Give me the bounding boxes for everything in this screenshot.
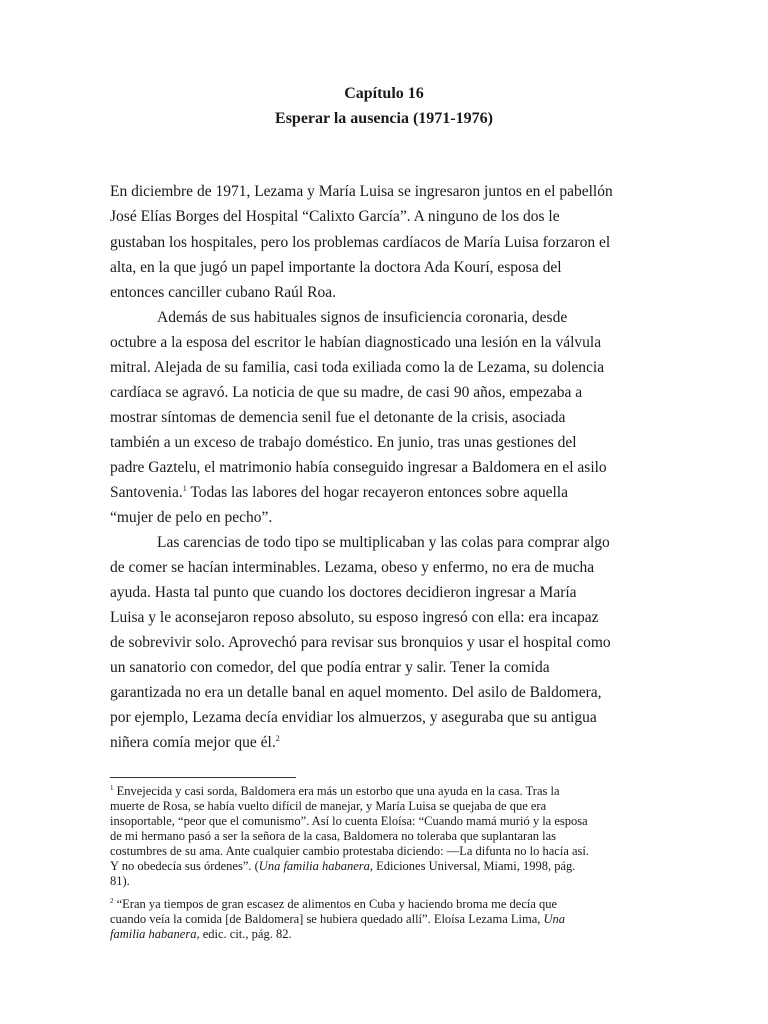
body-line: por ejemplo, Lezama decía envidiar los almuerzos, y aseguraba que su antigua <box>110 709 597 726</box>
footnote-text: “Eran ya tiempos de gran escasez de alimentos en Cuba y haciendo broma me decía que <box>113 897 558 911</box>
footnote-text: Y no obedecía sus órdenes”. ( <box>110 859 259 873</box>
footnote-2-mark: 2 <box>110 896 114 905</box>
body-line <box>110 481 568 505</box>
body-line-text: Todas las labores del hogar recayeron entonces sobre aquella <box>186 484 568 501</box>
body-line: gustaban los hospitales, pero los problemas cardíacos de María Luisa forzaron el <box>110 234 611 251</box>
footnote-text: cuando veía la comida [de Baldomera] se hubiera quedado allí”. Eloísa Lezama Lima, <box>110 912 544 926</box>
body-line: también a un exceso de trabajo doméstico. En junio, tras unas gestiones del <box>110 434 577 451</box>
footnote-divider <box>110 777 296 778</box>
footnote-1-line <box>110 784 560 799</box>
book-title: Una <box>543 912 566 926</box>
footnote-1-line: 81). <box>110 874 130 888</box>
book-title: Una familia habanera <box>258 859 370 873</box>
footnote-text: , Ediciones Universal, Miami, 1998, pág. <box>369 859 576 873</box>
body-line: octubre a la esposa del escritor le habían diagnosticado una lesión en la válvula <box>110 334 602 351</box>
body-line: Luisa y le aconsejaron reposo absoluto, su esposo ingresó con ella: era incapaz <box>110 609 599 626</box>
body-line: “mujer de pelo en pecho”. <box>110 509 273 526</box>
body-line: mostrar síntomas de demencia senil fue el detonante de la crisis, asociada <box>110 409 566 426</box>
footnote-2-line <box>110 897 557 912</box>
body-line-text: niñera comía mejor que él. <box>110 734 276 751</box>
body-line: ayuda. Hasta tal punto que cuando los doctores decidieron ingresar a María <box>110 584 577 601</box>
footnote-1-line: insoportable, “peor que el comunismo”. Así lo cuenta Eloísa: “Cuando mamá murió y la esposa <box>110 814 588 828</box>
chapter-title: Esperar la ausencia (1971-1976) <box>275 110 493 127</box>
footnote-ref-2[interactable]: 2 <box>275 733 280 743</box>
footnote-text: Envejecida y casi sorda, Baldomera era más un estorbo que una ayuda en la casa. Tras la <box>113 784 560 798</box>
body-line: José Elías Borges del Hospital “Calixto García”. A ninguno de los dos le <box>110 208 560 225</box>
body-line-text: Santovenia. <box>110 484 183 501</box>
body-line: garantizada no era un detalle banal en aquel momento. Del asilo de Baldomera, <box>110 684 602 701</box>
body-line: En diciembre de 1971, Lezama y María Luisa se ingresaron juntos en el pabellón <box>110 183 613 200</box>
footnote-2-line <box>110 912 565 927</box>
footnote-1-line: de mi hermano pasó a ser la señora de la casa, Baldomera no toleraba que suplantaran las <box>110 829 557 843</box>
body-line: Además de sus habituales signos de insuficiencia coronaria, desde <box>157 309 568 326</box>
footnote-2-line <box>110 927 292 942</box>
footnote-ref-1[interactable]: 1 <box>182 483 187 493</box>
body-line: Las carencias de todo tipo se multiplicaban y las colas para comprar algo <box>157 534 610 551</box>
body-line: padre Gaztelu, el matrimonio había conseguido ingresar a Baldomera en el asilo <box>110 459 607 476</box>
footnote-1-mark: 1 <box>110 783 114 792</box>
book-title: familia habanera <box>110 927 197 941</box>
body-line: de comer se hacían interminables. Lezama, obeso y enfermo, no era de mucha <box>110 559 595 576</box>
body-line: entonces canciller cubano Raúl Roa. <box>110 284 336 301</box>
chapter-number: Capítulo 16 <box>344 85 424 102</box>
body-line <box>110 731 280 755</box>
body-line: un sanatorio con comedor, del que podía entrar y salir. Tener la comida <box>110 659 550 676</box>
footnote-text: , edic. cit., pág. 82. <box>196 927 292 941</box>
body-line: mitral. Alejada de su familia, casi toda exiliada como la de Lezama, su dolencia <box>110 359 605 376</box>
footnote-1-line: costumbres de su ama. Ante cualquier cambio protestaba diciendo: —La difunta no lo hacía así. <box>110 844 590 858</box>
body-line: cardíaca se agravó. La noticia de que su madre, de casi 90 años, empezaba a <box>110 384 583 401</box>
footnote-1-line: muerte de Rosa, se había vuelto difícil de manejar, y María Luisa se quejaba de que era <box>110 799 547 813</box>
footnote-1-line <box>110 859 575 874</box>
body-line: de sobrevivir solo. Aprovechó para revisar sus bronquios y usar el hospital como <box>110 634 611 651</box>
body-line: alta, en la que jugó un papel importante la doctora Ada Kourí, esposa del <box>110 259 562 276</box>
